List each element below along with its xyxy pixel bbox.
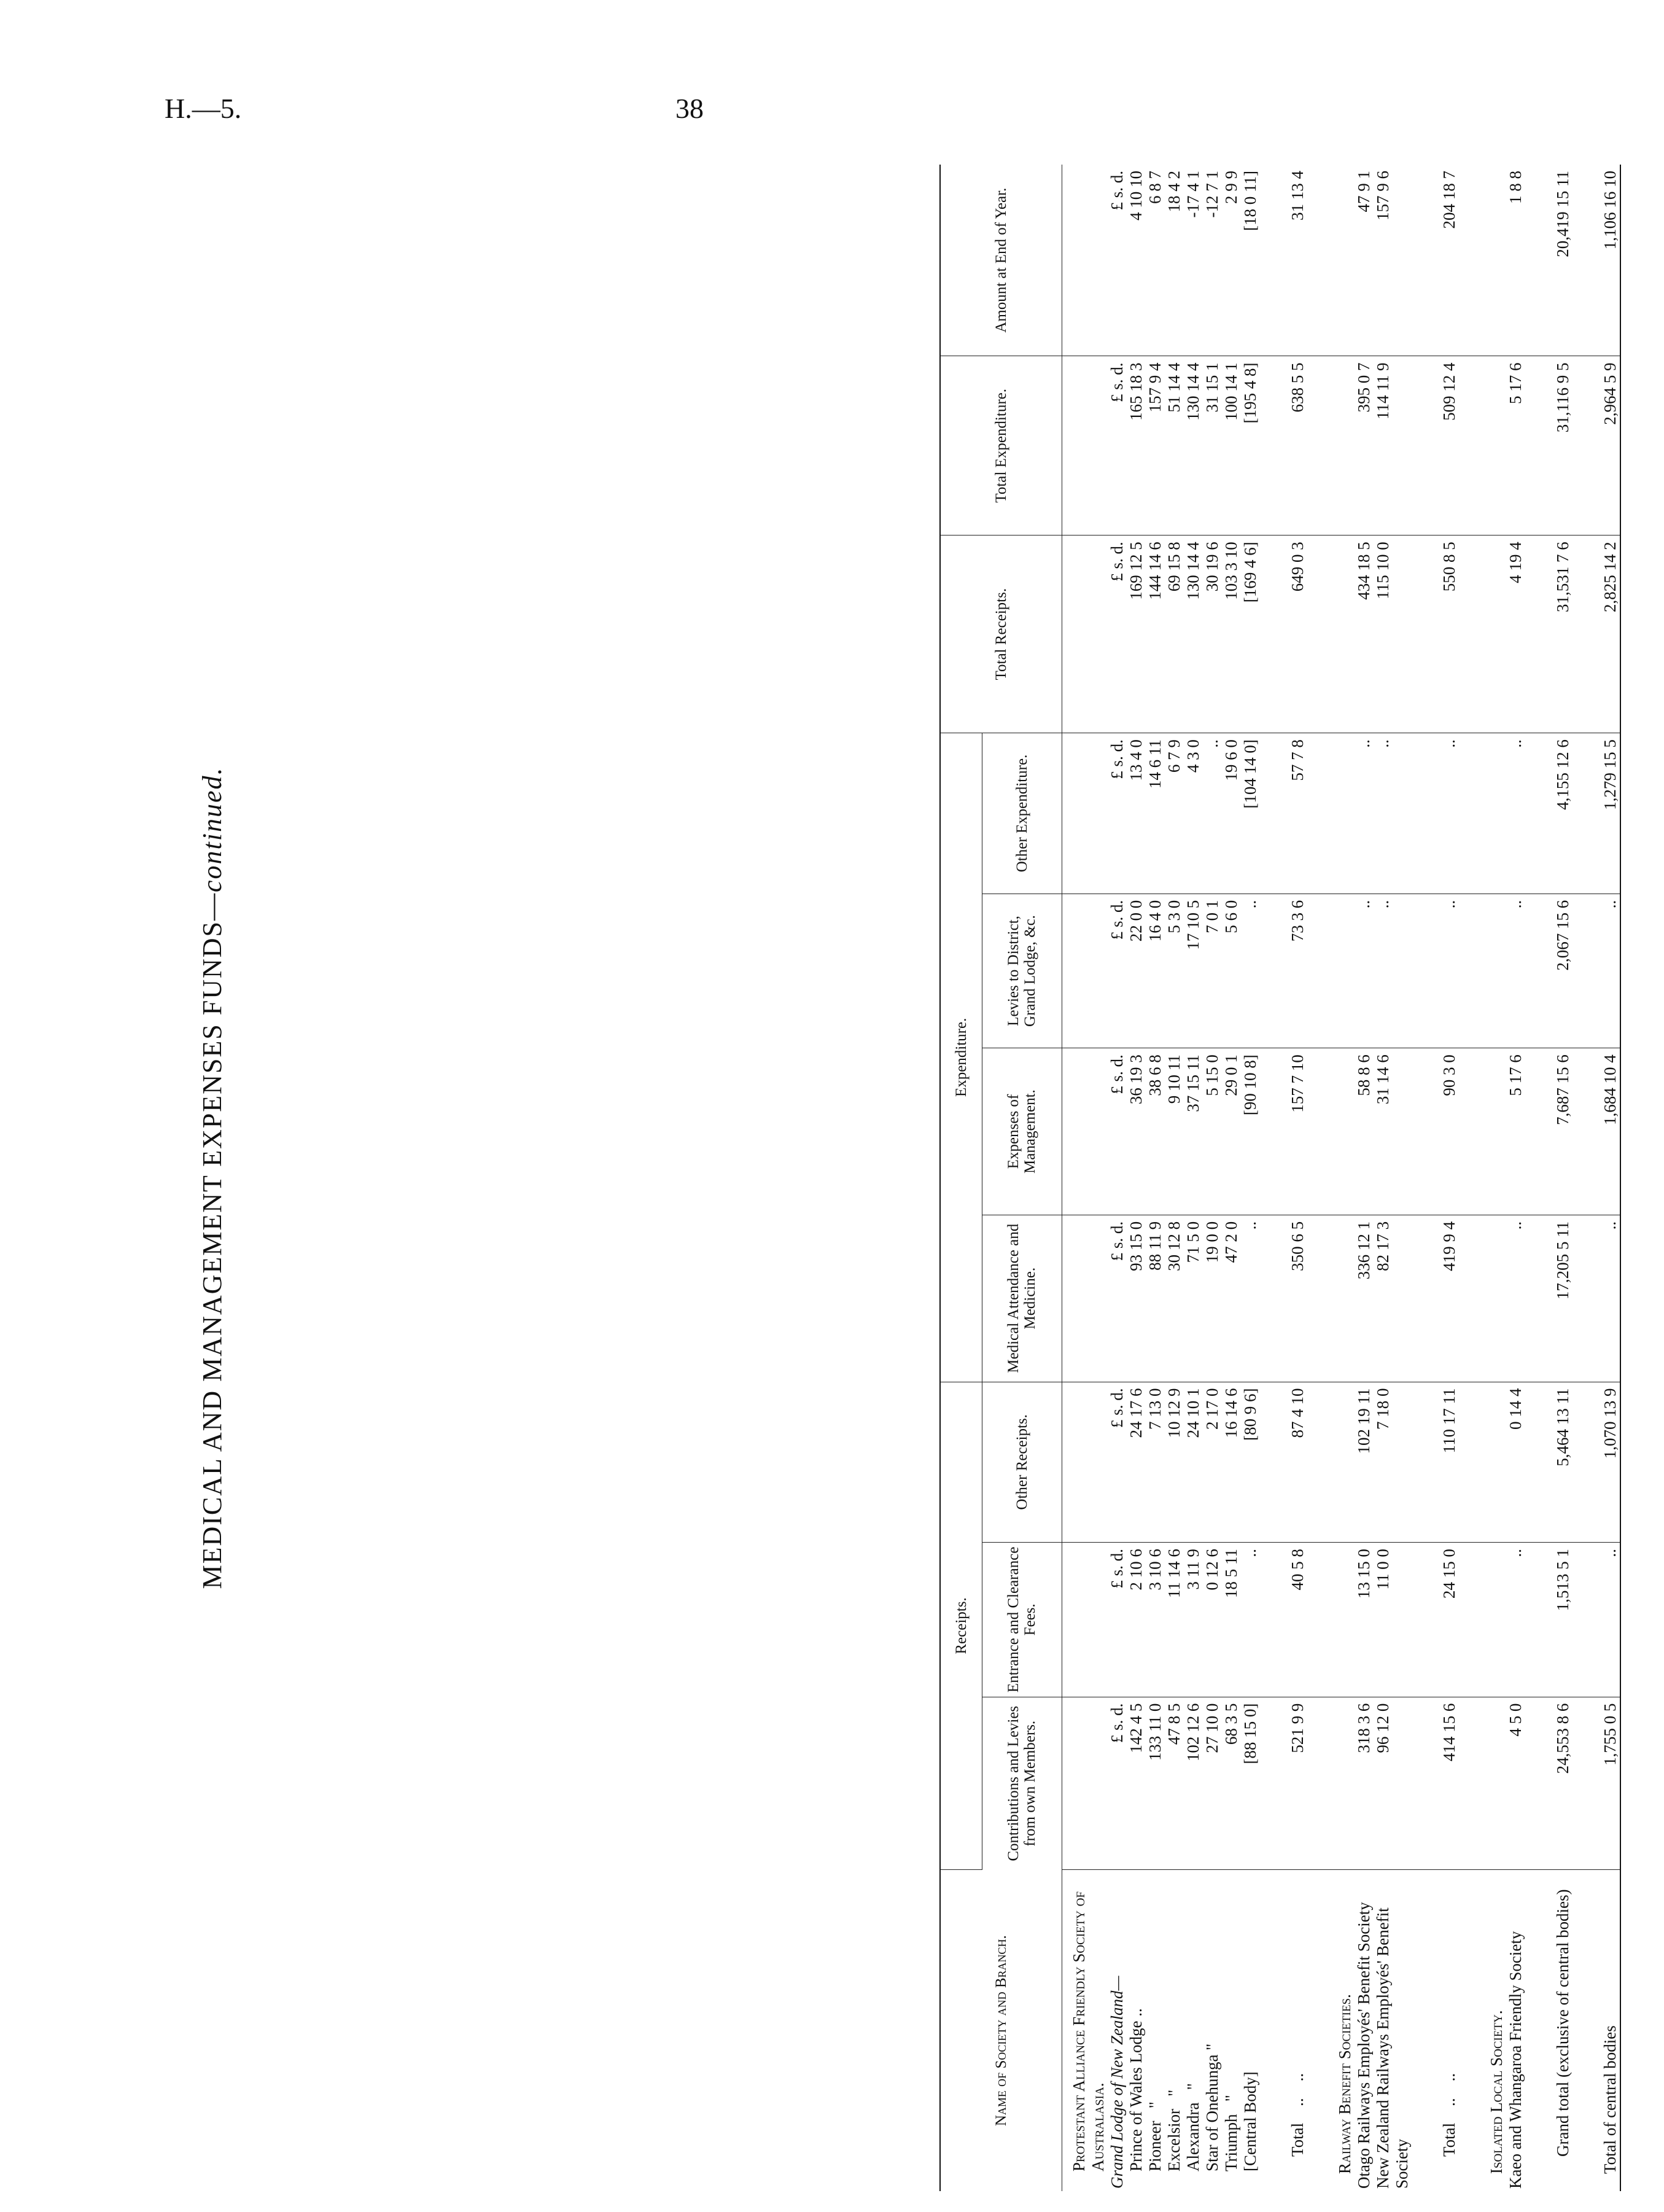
value: 1,684 10 4	[1601, 1048, 1620, 1215]
header-total-receipts: Total Receipts.	[940, 535, 1062, 733]
railway-row	[1374, 165, 1412, 2191]
value: 5 17 6	[1506, 1048, 1525, 1215]
value: 4,155 12 6	[1553, 733, 1573, 894]
value: 47 9 1	[1355, 165, 1374, 356]
header-amount-end-year: Amount at End of Year.	[940, 165, 1062, 356]
value: 10 12 9	[1164, 1388, 1183, 1438]
value: 1,279 15 5	[1601, 733, 1620, 894]
value: 87 4 10	[1288, 1382, 1307, 1543]
unit-label: £ s. d.	[1107, 900, 1126, 940]
value: 16 14 6	[1221, 1388, 1240, 1438]
value: [18 0 11]	[1240, 171, 1259, 231]
value: 16 4 0	[1145, 900, 1164, 942]
value: 130 14 4	[1183, 542, 1202, 600]
value: ..	[1240, 1549, 1259, 1557]
value: 57 7 8	[1288, 733, 1307, 894]
branch-name: [Central Body]	[1240, 2071, 1259, 2171]
value: 157 9 6	[1374, 165, 1412, 356]
header-other-expenditure: Other Expenditure.	[982, 733, 1062, 894]
value: [80 9 6]	[1240, 1388, 1259, 1441]
value: 88 11 9	[1145, 1221, 1164, 1271]
value: 93 15 0	[1126, 1221, 1145, 1271]
value: 2,964 5 9	[1601, 356, 1620, 535]
value: 27 10 0	[1202, 1703, 1221, 1753]
value: 7 0 1	[1202, 900, 1221, 933]
value: 649 0 3	[1288, 535, 1307, 733]
value: 17,205 5 11	[1553, 1215, 1573, 1382]
branch-row	[1241, 1872, 1260, 2189]
value: 142 4 5	[1126, 1703, 1145, 1753]
value: [90 10 8]	[1240, 1054, 1259, 1116]
value: 114 11 9	[1374, 356, 1412, 535]
value: 24 10 1	[1183, 1388, 1202, 1438]
value: 4 10 10	[1126, 171, 1145, 220]
unit-label: £ s. d.	[1107, 542, 1126, 582]
value: 4 19 4	[1506, 535, 1525, 733]
total-label: Total .. ..	[1288, 2073, 1307, 2157]
ditto-mark: "	[1221, 2095, 1240, 2102]
value: -17 4 1	[1183, 171, 1202, 218]
header-management: Expenses of Management.	[982, 1048, 1062, 1215]
value: ..	[1374, 733, 1412, 894]
contributions-cell	[1062, 1697, 1260, 1870]
branch-row	[1127, 1872, 1146, 2189]
value: 14 6 11	[1145, 739, 1164, 789]
isolated-row	[1506, 165, 1525, 2191]
protestant-names-cell	[1062, 1870, 1260, 2191]
header-name: Name of Society and Branch.	[940, 1870, 1062, 2191]
central-total-label: Total of central bodies	[1601, 1870, 1620, 2191]
value: 18 4 2	[1164, 171, 1183, 212]
branch-name: Star of Onehunga	[1202, 2054, 1221, 2171]
ditto-mark: ..	[1126, 2008, 1145, 2017]
value: 1,070 13 9	[1601, 1382, 1620, 1543]
value: 9 10 11	[1164, 1054, 1183, 1104]
value: 31 13 4	[1288, 165, 1307, 356]
branch-row	[1184, 1872, 1203, 2189]
value: 37 15 11	[1183, 1054, 1202, 1112]
value: ..	[1506, 1543, 1525, 1697]
branch-row	[1222, 1872, 1241, 2189]
value: 2 9 9	[1221, 171, 1240, 204]
branch-name: Excelsior	[1164, 2109, 1183, 2171]
value: 157 7 10	[1288, 1048, 1307, 1215]
value: 90 3 0	[1440, 1048, 1459, 1215]
value: 1,106 16 10	[1601, 165, 1620, 356]
value: 11 14 6	[1164, 1549, 1183, 1599]
value: 51 14 4	[1164, 362, 1183, 413]
medical-cell	[1062, 1215, 1260, 1382]
value: 5 15 0	[1202, 1054, 1221, 1096]
header-levies: Levies to District, Grand Lodge, &c.	[982, 894, 1062, 1048]
value: 30 19 6	[1202, 542, 1221, 592]
value: 47 8 5	[1164, 1703, 1183, 1745]
value: 0 14 4	[1506, 1382, 1525, 1543]
value: 4 5 0	[1506, 1697, 1525, 1870]
value: [88 15 0]	[1240, 1703, 1259, 1764]
value: 24 17 6	[1126, 1388, 1145, 1438]
header-medical: Medical Attendance and Medicine.	[982, 1215, 1062, 1382]
unit-label: £ s. d.	[1107, 739, 1126, 779]
isolated-section-row	[1487, 165, 1506, 2191]
value: ..	[1374, 894, 1412, 1048]
grand-total-row	[1553, 165, 1573, 2191]
value: 2 10 6	[1126, 1549, 1145, 1591]
total-expenditure-cell	[1062, 356, 1260, 535]
value: ..	[1506, 1215, 1525, 1382]
header-entrance-fees: Entrance and Clearance Fees.	[982, 1543, 1062, 1697]
value: 169 12 5	[1126, 542, 1145, 600]
value: 40 5 8	[1288, 1543, 1307, 1697]
value: 4 3 0	[1183, 739, 1202, 773]
entrance-cell	[1062, 1543, 1260, 1697]
value: 18 5 11	[1221, 1549, 1240, 1599]
rotated-table-block	[197, 165, 1664, 2191]
branch-row	[1165, 1872, 1184, 2189]
value: 3 10 6	[1145, 1549, 1164, 1591]
header-expenditure-group: Expenditure.	[940, 733, 982, 1382]
value: 638 5 5	[1288, 356, 1307, 535]
unit-label: £ s. d.	[1107, 1549, 1126, 1589]
value: 5 17 6	[1506, 356, 1525, 535]
value: 5,464 13 11	[1553, 1382, 1573, 1543]
unit-label: £ s. d.	[1107, 1221, 1126, 1261]
expenses-funds-table	[939, 165, 1621, 2191]
branch-name: Alexandra	[1183, 2102, 1202, 2171]
ditto-mark: "	[1202, 2043, 1221, 2050]
value: 350 6 5	[1288, 1215, 1307, 1382]
unit-label: £ s. d.	[1107, 362, 1126, 402]
value: 31,116 9 5	[1553, 356, 1573, 535]
value: 103 3 10	[1221, 542, 1240, 600]
total-label: Total .. ..	[1439, 2073, 1458, 2157]
other-receipts-cell	[1062, 1382, 1260, 1543]
value: 6 8 7	[1145, 171, 1164, 204]
value: 1,513 5 1	[1553, 1543, 1573, 1697]
value: 19 6 0	[1221, 739, 1240, 781]
society-name: Kaeo and Whangaroa Friendly Society	[1506, 1931, 1525, 2189]
value: 82 17 3	[1374, 1215, 1412, 1382]
value: 96 12 0	[1374, 1697, 1412, 1870]
header-contributions: Contributions and Levies from own Members.	[982, 1697, 1062, 1870]
other-expenditure-cell	[1062, 733, 1260, 894]
branch-name: Pioneer	[1145, 2120, 1164, 2171]
value: 2,825 14 2	[1601, 535, 1620, 733]
value: 204 18 7	[1440, 165, 1459, 356]
value: 36 19 3	[1126, 1054, 1145, 1105]
value: 0 12 6	[1202, 1549, 1221, 1591]
value: 2 17 0	[1202, 1388, 1221, 1430]
value: 38 6 8	[1145, 1054, 1164, 1096]
value: ..	[1355, 894, 1374, 1048]
value: 434 18 5	[1355, 535, 1374, 733]
value: ..	[1240, 1221, 1259, 1230]
value: 100 14 1	[1221, 362, 1240, 421]
value: 22 0 0	[1126, 900, 1145, 942]
value: 7 13 0	[1145, 1388, 1164, 1430]
section-title: Protestant Alliance Friendly Society of Australasia.	[1069, 1891, 1107, 2171]
header-total-expenditure: Total Expenditure.	[940, 356, 1062, 535]
value: 17 10 5	[1183, 900, 1202, 950]
value: 102 19 11	[1355, 1382, 1374, 1543]
ditto-mark: "	[1183, 2083, 1202, 2090]
value: 31 15 1	[1202, 362, 1221, 413]
levies-cell	[1062, 894, 1260, 1048]
unit-label: £ s. d.	[1107, 171, 1126, 211]
management-cell	[1062, 1048, 1260, 1215]
value: 31,531 7 6	[1553, 535, 1573, 733]
value: 110 17 11	[1440, 1382, 1459, 1543]
ditto-mark: "	[1145, 2101, 1164, 2109]
value: 157 9 4	[1145, 362, 1164, 413]
end-year-cell	[1062, 165, 1260, 356]
value: ..	[1601, 894, 1620, 1048]
value: 58 8 6	[1355, 1048, 1374, 1215]
value: 47 2 0	[1221, 1221, 1240, 1263]
value: 29 0 1	[1221, 1054, 1240, 1096]
ditto-mark: "	[1164, 2089, 1183, 2097]
value: 73 3 6	[1288, 894, 1307, 1048]
value: [169 4 6]	[1240, 542, 1259, 603]
value: 6 7 9	[1164, 739, 1183, 773]
value: 13 15 0	[1355, 1543, 1374, 1697]
value: 521 9 9	[1288, 1697, 1307, 1870]
value: ..	[1506, 733, 1525, 894]
total-text: Total	[1439, 2122, 1458, 2157]
railway-total-row	[1440, 165, 1459, 2191]
total-receipts-cell	[1062, 535, 1260, 733]
value: 5 3 0	[1164, 900, 1183, 933]
value: 1 8 8	[1506, 165, 1525, 356]
value: 1,755 0 5	[1601, 1697, 1620, 1870]
unit-label: £ s. d.	[1107, 1054, 1126, 1094]
value: 133 11 0	[1145, 1703, 1164, 1761]
value: ..	[1601, 1543, 1620, 1697]
value: ..	[1601, 1215, 1620, 1382]
value: 550 8 5	[1440, 535, 1459, 733]
table-title-continued: continued.	[197, 766, 227, 892]
section-title: Isolated Local Society.	[1487, 2010, 1506, 2174]
page-identifier: H.—5.	[165, 93, 242, 124]
value: 130 14 4	[1183, 362, 1202, 421]
grand-lodge-label: Grand Lodge of New Zealand—	[1107, 1976, 1126, 2189]
value: 509 12 4	[1440, 356, 1459, 535]
value: 3 11 9	[1183, 1549, 1202, 1590]
value: 19 0 0	[1202, 1221, 1221, 1263]
value: 7,687 15 6	[1553, 1048, 1573, 1215]
value: ..	[1202, 739, 1221, 748]
protestant-block	[1062, 165, 1260, 2191]
value: 7 18 0	[1374, 1382, 1412, 1543]
value: ..	[1440, 733, 1459, 894]
value: -12 7 1	[1202, 171, 1221, 218]
value: 30 12 8	[1164, 1221, 1183, 1271]
central-bodies-total-row	[1601, 165, 1620, 2191]
table-title-text: MEDICAL AND MANAGEMENT EXPENSES FUNDS—	[197, 892, 227, 1589]
unit-label: £ s. d.	[1107, 1703, 1126, 1743]
unit-label: £ s. d.	[1107, 1388, 1126, 1428]
railway-row	[1355, 165, 1374, 2191]
value: ..	[1506, 894, 1525, 1048]
grand-total-label: Grand total (exclusive of central bodies)	[1553, 1889, 1572, 2157]
branch-row	[1203, 1872, 1222, 2189]
table-title	[196, 165, 228, 2191]
section-title: Railway Benefit Societies.	[1335, 1994, 1354, 2174]
page-number: 38	[675, 93, 704, 124]
value: 31 14 6	[1374, 1048, 1412, 1215]
header-other-receipts: Other Receipts.	[982, 1382, 1062, 1543]
value: 24,553 8 6	[1553, 1697, 1573, 1870]
value: ..	[1355, 733, 1374, 894]
protestant-total-row	[1288, 165, 1307, 2191]
value: [104 14 0]	[1240, 739, 1259, 809]
header-receipts-group: Receipts.	[940, 1382, 982, 1870]
branch-row	[1146, 1872, 1165, 2189]
value: 13 4 0	[1126, 739, 1145, 781]
value: 115 10 0	[1374, 535, 1412, 733]
value: 20,419 15 11	[1553, 165, 1573, 356]
value: ..	[1440, 894, 1459, 1048]
value: 5 6 0	[1221, 900, 1240, 933]
branch-name: Prince of Wales Lodge	[1126, 2020, 1145, 2171]
railway-section-row	[1335, 165, 1355, 2191]
value: 419 9 4	[1440, 1215, 1459, 1382]
value: 69 15 8	[1164, 542, 1183, 592]
value: ..	[1240, 900, 1259, 909]
value: 414 15 6	[1440, 1697, 1459, 1870]
value: 71 5 0	[1183, 1221, 1202, 1263]
value: 68 3 5	[1221, 1703, 1240, 1745]
value: 24 15 0	[1440, 1543, 1459, 1697]
value: 336 12 1	[1355, 1215, 1374, 1382]
value: 11 0 0	[1374, 1543, 1412, 1697]
society-name: New Zealand Railways Employés' Benefit Society	[1373, 1907, 1411, 2189]
value: 2,067 15 6	[1553, 894, 1573, 1048]
value: 102 12 6	[1183, 1703, 1202, 1762]
value: 144 14 6	[1145, 542, 1164, 600]
society-name: Otago Railways Employés' Benefit Society	[1354, 1902, 1373, 2189]
total-text: Total	[1288, 2122, 1307, 2157]
value: 395 0 7	[1355, 356, 1374, 535]
value: 318 3 6	[1355, 1697, 1374, 1870]
value: 165 18 3	[1126, 362, 1145, 421]
branch-name: Triumph	[1221, 2114, 1240, 2171]
value: [195 4 8]	[1240, 362, 1259, 424]
